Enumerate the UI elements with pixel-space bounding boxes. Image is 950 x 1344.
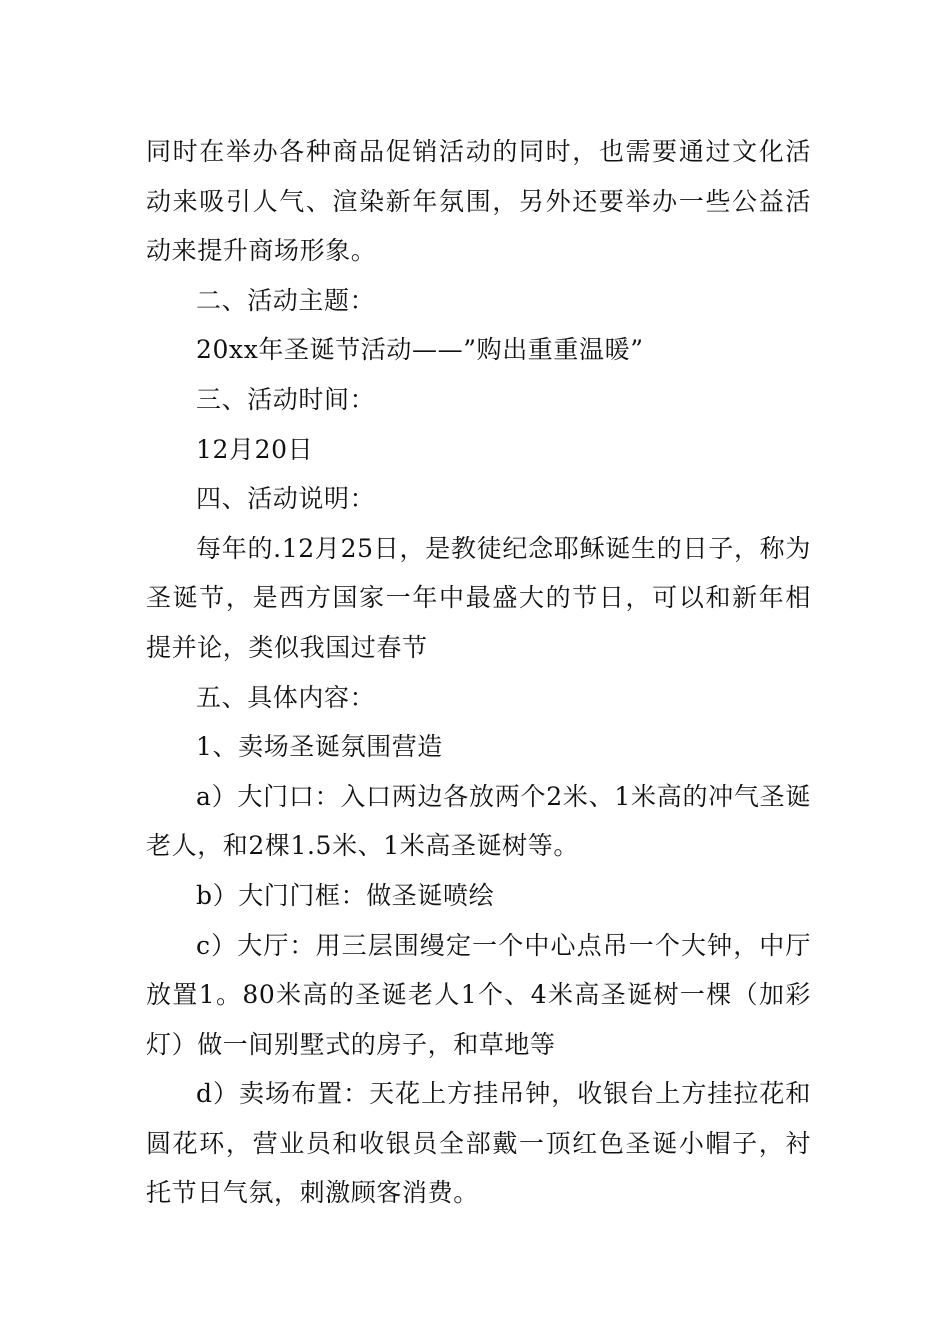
- subheading-atmosphere: 1、卖场圣诞氛围营造: [196, 732, 443, 762]
- document-body: [146, 127, 811, 1218]
- paragraph-entrance: a）大门口：入口两边各放两个2米、1米高的冲气圣诞老人，和2棵1.5米、1米高圣诞树等。: [146, 781, 811, 861]
- heading-content: 五、具体内容：: [196, 682, 376, 712]
- paragraph-time: 12月20日: [196, 434, 314, 464]
- heading-theme: 二、活动主题：: [196, 285, 376, 315]
- paragraph-hall: c）大厅：用三层围缦定一个中心点吊一个大钟，中厅放置1。80米高的圣诞老人1个、4米高圣诞树一棵（加彩灯）做一间别墅式的房子，和草地等: [146, 930, 811, 1059]
- heading-time: 三、活动时间：: [196, 384, 376, 414]
- heading-description: 四、活动说明：: [196, 484, 376, 514]
- paragraph-door-frame: b）大门门框：做圣诞喷绘: [196, 880, 495, 910]
- paragraph-store-layout: d）卖场布置：天花上方挂吊钟，收银台上方挂拉花和圆花环，营业员和收银员全部戴一顶红色圣诞小帽子，衬托节日气氛，刺激顾客消费。: [146, 1079, 811, 1208]
- paragraph-description: 每年的.12月25日，是教徒纪念耶稣诞生的日子，称为圣诞节，是西方国家一年中最盛大的节日，可以和新年相提并论，类似我国过春节: [146, 533, 811, 662]
- paragraph-intro: 同时在举办各种商品促销活动的同时，也需要通过文化活动来吸引人气、渲染新年氛围，另外还要举办一些公益活动来提升商场形象。: [146, 137, 811, 266]
- paragraph-theme: 20xx年圣诞节活动——”购出重重温暖”: [196, 335, 644, 365]
